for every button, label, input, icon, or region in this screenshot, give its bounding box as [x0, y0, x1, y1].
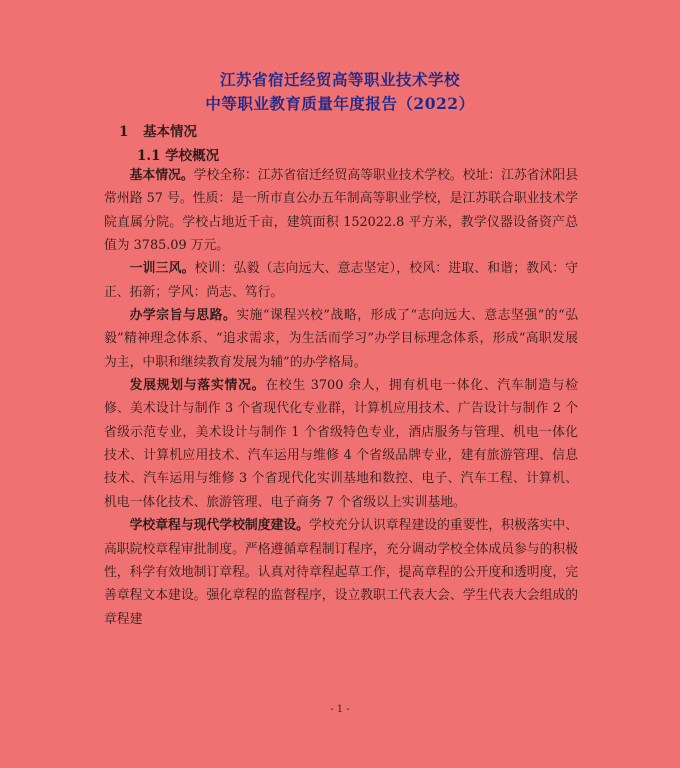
paragraph-text: 学校全称：江苏省宿迁经贸高等职业技术学校。校址：江苏省沭阳县常州路 57 号。性质：是一所市直公办五年制高等职业学校，是江苏联合职业技术学院直属分院。学校占地近千亩，建筑面积 152022.8 平方米，教学仪器设备资产总值为 3785.09 万元。 [104, 168, 579, 254]
paragraph [104, 164, 578, 257]
paragraph-text: 学校充分认识章程建设的重要性，积极落实中、高职院校章程审批制度。严格遵循章程制订程序，充分调动学校全体成员参与的积极性，科学有效地制订章程。认真对待章程起草工作，提高章程的公开度和透明度，完善章程文本建设。强化章程的监督程序，设立教职工代表大会、学生代表大会组成的章程建 [104, 518, 579, 627]
subsection-heading: 1.1 学校概况 [137, 148, 220, 164]
body-text [104, 164, 578, 631]
paragraph [104, 304, 578, 374]
page-number: - 1 - [330, 704, 350, 715]
paragraph-lead: 办学宗旨与思路。 [129, 308, 237, 324]
report-title-line1: 江苏省宿迁经贸高等职业技术学校 [219, 70, 460, 89]
section-heading [119, 120, 197, 140]
paragraph [104, 514, 578, 631]
section-number: 1 [119, 124, 129, 140]
paragraph-text: 校训：弘毅（志向远大、意志坚定），校风：进取、和谐；教风：守正、拓新；学风：尚志、笃行。 [104, 261, 578, 300]
report-title-line2: 中等职业教育质量年度报告（2022） [205, 94, 475, 113]
paragraph-lead: 学校章程与现代学校制度建设。 [129, 518, 309, 534]
paragraph-lead: 一训三风。 [129, 261, 195, 277]
paragraph [104, 374, 578, 514]
section-title: 基本情况 [143, 124, 197, 140]
paragraph [104, 257, 578, 304]
paragraph-text: 在校生 3700 余人，拥有机电一体化、汽车制造与检修、美术设计与制作 3 个省现代化专业群，计算机应用技术、广告设计与制作 2 个省级示范专业，美术设计与制作 1 个省级特色专业，酒店服务与管理、机电一体化技术、计算机应用技术、汽车运用与维修 4 个省级品牌专业，建有旅游管理、信息技术、汽车运用与维修 3 个省现代化实训基地和数控、电子、汽车工程、计算机、机电一体化技术、旅游管理、电子商务 7 个省级以上实训基地。 [104, 378, 579, 510]
paragraph-lead: 发展规划与落实情况。 [129, 378, 266, 394]
paragraph-text: 实施“课程兴校”战略，形成了“志向远大、意志坚强”的“弘毅”精神理念体系、“追求需求，为生活而学习”办学目标理念体系，形成“高职发展为主，中职和继续教育发展为辅”的办学格局。 [104, 308, 578, 370]
paragraph-lead: 基本情况。 [129, 168, 194, 183]
